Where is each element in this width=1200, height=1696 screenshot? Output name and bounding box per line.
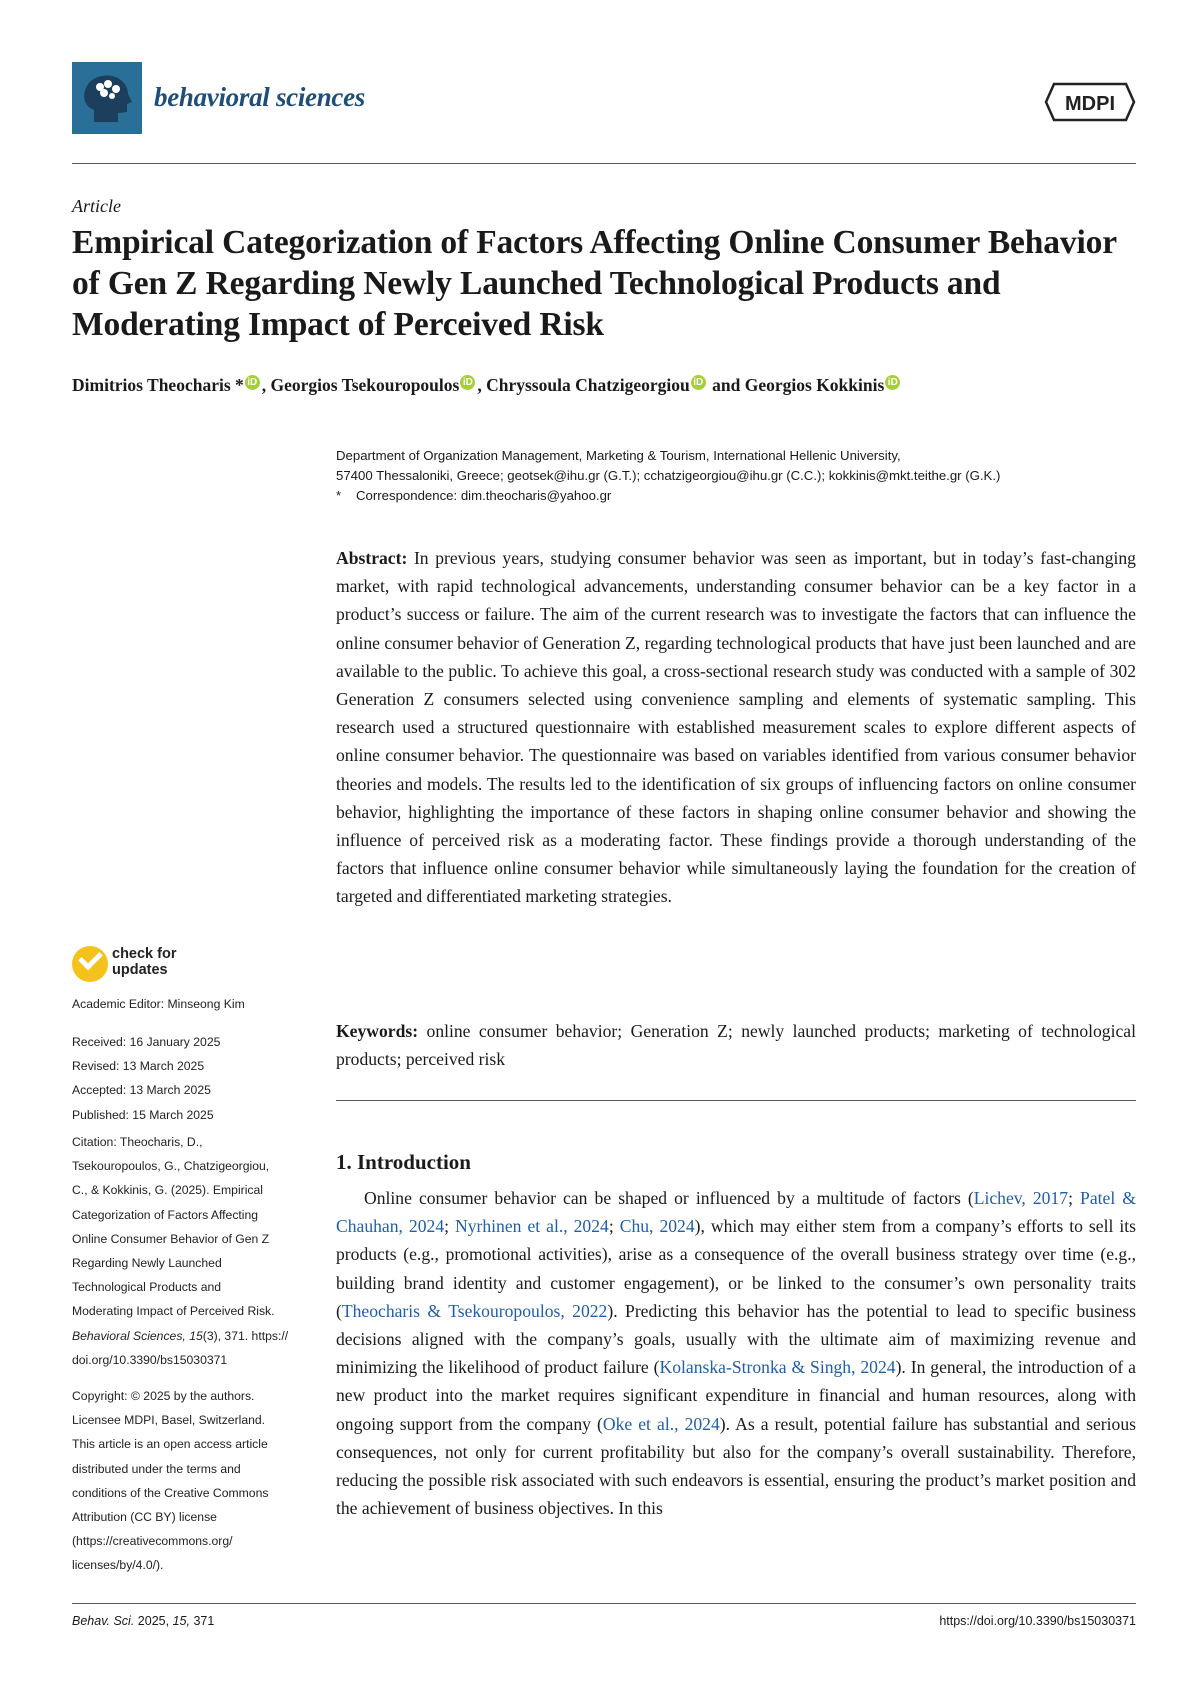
journal-header	[72, 62, 1136, 134]
intro-text: ). As a result, potential failure has substantial and serious consequences, not only for current profitability but also for the company’s overall sustainability. Therefore, reducing the possible risk associated with such endeavors is essential, ensuring the product’s market position and the achievement of business objectives. In this	[336, 1413, 1136, 1519]
citation-line: Technological Products and	[72, 1280, 222, 1295]
check-line: check for	[112, 946, 177, 962]
intro-text: ), which may either stem from a company’s efforts to sell its products (e.g., promotional activities), arise as a consequence of the overall business strategy over time (e.g., building brand identity and customer engagement), or be linked to the consumer’s own personality traits (	[336, 1216, 1136, 1321]
footer-volume: 15,	[172, 1614, 190, 1628]
abstract-text: In previous years, studying consumer behavior was seen as important, but in today’s fast-changing market, with rapid technological advancements, understanding consumer behavior can be a key factor in a product’s success or failure. The aim of the current research was to investigate the factors that can influence the online consumer behavior of Generation Z, regarding technological products that have just been launched and are available to the public. To achieve this goal, a cross-sectional research study was conducted with a sample of 302 Generation Z consumers selected using convenience sampling and elements of systematic sampling. This research used a structured questionnaire with established measurement scales to explore different aspects of online consumer behavior. The questionnaire was based on variables identified from various consumer behavior theories and models. The results led to the identification of six groups of influencing factors on online consumer behavior, highlighting the importance of these factors in shaping online consumer behavior and showing the influence of perceived risk as a moderating factor. These findings provide a thorough understanding of the factors that influence online consumer behavior while simultaneously laying the foundation for the creation of targeted and differentiated marketing strategies.	[336, 548, 1136, 907]
citation-link[interactable]: Nyrhinen et al., 2024	[455, 1216, 609, 1237]
citation-line: Moderating Impact of Perceived Risk.	[72, 1304, 275, 1319]
citation-line: C., & Kokkinis, G. (2025). Empirical	[72, 1183, 263, 1198]
date-accepted: Accepted: 13 March 2025	[72, 1083, 211, 1098]
copyright-line: distributed under the terms and	[72, 1461, 241, 1476]
citation-journal: Behavioral Sciences,	[72, 1328, 186, 1343]
correspondence-mark: *	[336, 488, 342, 503]
author-4: Georgios Kokkinis	[744, 375, 885, 395]
orcid-icon[interactable]: iD	[460, 375, 475, 390]
abstract	[336, 544, 1136, 911]
editor-line: Academic Editor: Minseong Kim	[72, 997, 245, 1011]
citation-link[interactable]: Kolanska-Stronka & Singh, 2024	[659, 1357, 896, 1378]
publisher-name: MDPI	[1065, 93, 1115, 115]
footer-rule	[72, 1603, 1136, 1604]
section-rule	[336, 1100, 1136, 1101]
intro-text: ). In general, the introduction of a new product into the market requires significant expenditure in financial and human resources, along with ongoing support from the company (	[336, 1357, 1136, 1434]
mdpi-logo-icon	[1044, 80, 1136, 124]
citation-link[interactable]: Patel & Chauhan, 2024	[336, 1188, 1136, 1237]
author-1: Dimitrios Theocharis *	[72, 375, 244, 395]
orcid-icon[interactable]: iD	[885, 375, 900, 390]
copyright-line: Copyright: © 2025 by the authors.	[72, 1389, 255, 1403]
citation-line: Tsekouropoulos, G., Chatzigeorgiou,	[72, 1159, 270, 1174]
citation-link[interactable]: Lichev, 2017	[973, 1188, 1069, 1208]
header-rule	[72, 163, 1136, 164]
check-for-updates-text	[112, 946, 176, 978]
keywords	[336, 1017, 1136, 1073]
journal-name: behavioral sciences	[154, 82, 366, 112]
intro-text: ;	[608, 1216, 620, 1237]
copyright-line: Attribution (CC BY) license	[72, 1510, 217, 1525]
citation-line: Regarding Newly Launched	[72, 1256, 222, 1271]
affiliation-line: Department of Organization Management, Marketing & Tourism, International Hellenic University,	[336, 448, 901, 463]
affiliation-line: 57400 Thessaloniki, Greece; geotsek@ihu.gr (G.T.); cchatzigeorgiou@ihu.gr (C.C.); kokkinis@mkt.teithe.gr (G.K.)	[336, 468, 1001, 483]
author-2: Georgios Tsekouropoulos	[270, 375, 460, 395]
intro-text: Online consumer behavior can be shaped or influenced by a multitude of factors (	[364, 1188, 974, 1208]
journal-logo-icon	[72, 62, 142, 134]
section-title: 1. Introduction	[336, 1150, 471, 1174]
footer-year: 2025,	[137, 1614, 170, 1628]
intro-text: ;	[1068, 1188, 1081, 1208]
license-link[interactable]: (https://creativecommons.org/	[72, 1534, 233, 1549]
author-3: Chryssoula Chatzigeorgiou	[486, 375, 690, 395]
intro-paragraph	[336, 1184, 1136, 1522]
correspondence	[336, 486, 1136, 506]
author-separator: ,	[477, 375, 487, 395]
copyright-line: conditions of the Creative Commons	[72, 1485, 269, 1500]
footer-doi-link[interactable]: https://doi.org/10.3390/bs15030371	[939, 1614, 1136, 1628]
citation-line: Categorization of Factors Affecting	[72, 1207, 259, 1222]
citation-line	[72, 1324, 312, 1348]
intro-text: ). Predicting this behavior has the potential to lead to specific business decisions aligned with the company’s goals, usually with the ultimate aim of maximizing revenue and minimizing the likelihood of product failure (	[336, 1300, 1136, 1378]
intro-text: ;	[444, 1216, 456, 1237]
footer-journal: Behav. Sci.	[72, 1614, 135, 1628]
copyright-line: This article is an open access article	[72, 1437, 268, 1452]
check-icon	[72, 946, 108, 982]
citation-volume: 15	[189, 1328, 203, 1343]
academic-editor	[72, 992, 312, 1016]
copyright-line: Licensee MDPI, Basel, Switzerland.	[72, 1413, 266, 1428]
citation-block	[72, 1130, 312, 1372]
footer-journal-ref	[72, 1614, 214, 1628]
article-type: Article	[72, 196, 121, 216]
author-separator: ,	[261, 375, 271, 395]
date-received: Received: 16 January 2025	[72, 1035, 221, 1049]
affiliation	[336, 446, 1136, 506]
orcid-icon[interactable]: iD	[691, 375, 706, 390]
copyright-block	[72, 1384, 312, 1578]
keywords-text: online consumer behavior; Generation Z; newly launched products; marketing of technological products; perceived risk	[336, 1021, 1136, 1069]
citation-rest: (3), 371. https://	[202, 1328, 289, 1343]
author-separator: and	[707, 375, 745, 395]
citation-link[interactable]: Chu, 2024	[619, 1216, 695, 1237]
author-list	[72, 375, 1152, 396]
citation-link[interactable]: Oke et al., 2024	[602, 1413, 720, 1434]
footer-page: 371	[193, 1614, 215, 1628]
article-dates	[72, 1030, 312, 1127]
keywords-label: Keywords:	[336, 1021, 419, 1041]
citation-link[interactable]: Theocharis & Tsekouropoulos, 2022	[341, 1300, 608, 1321]
check-for-updates-badge[interactable]	[72, 946, 202, 982]
date-revised: Revised: 13 March 2025	[72, 1059, 205, 1074]
check-line: updates	[112, 962, 168, 978]
correspondence-text: Correspondence: dim.theocharis@yahoo.gr	[356, 488, 612, 503]
orcid-icon[interactable]: iD	[245, 375, 260, 390]
abstract-label: Abstract:	[336, 548, 408, 568]
citation-line: Citation: Theocharis, D.,	[72, 1135, 203, 1149]
date-published: Published: 15 March 2025	[72, 1107, 214, 1122]
citation-doi-link[interactable]: doi.org/10.3390/bs15030371	[72, 1352, 228, 1367]
license-link[interactable]: licenses/by/4.0/).	[72, 1558, 164, 1573]
article-title: Empirical Categorization of Factors Affecting Online Consumer Behavior of Gen Z Regarding Newly Launched Technological Products and Moderating Impact of Perceived Risk	[72, 224, 1117, 343]
citation-line: Online Consumer Behavior of Gen Z	[72, 1231, 270, 1246]
